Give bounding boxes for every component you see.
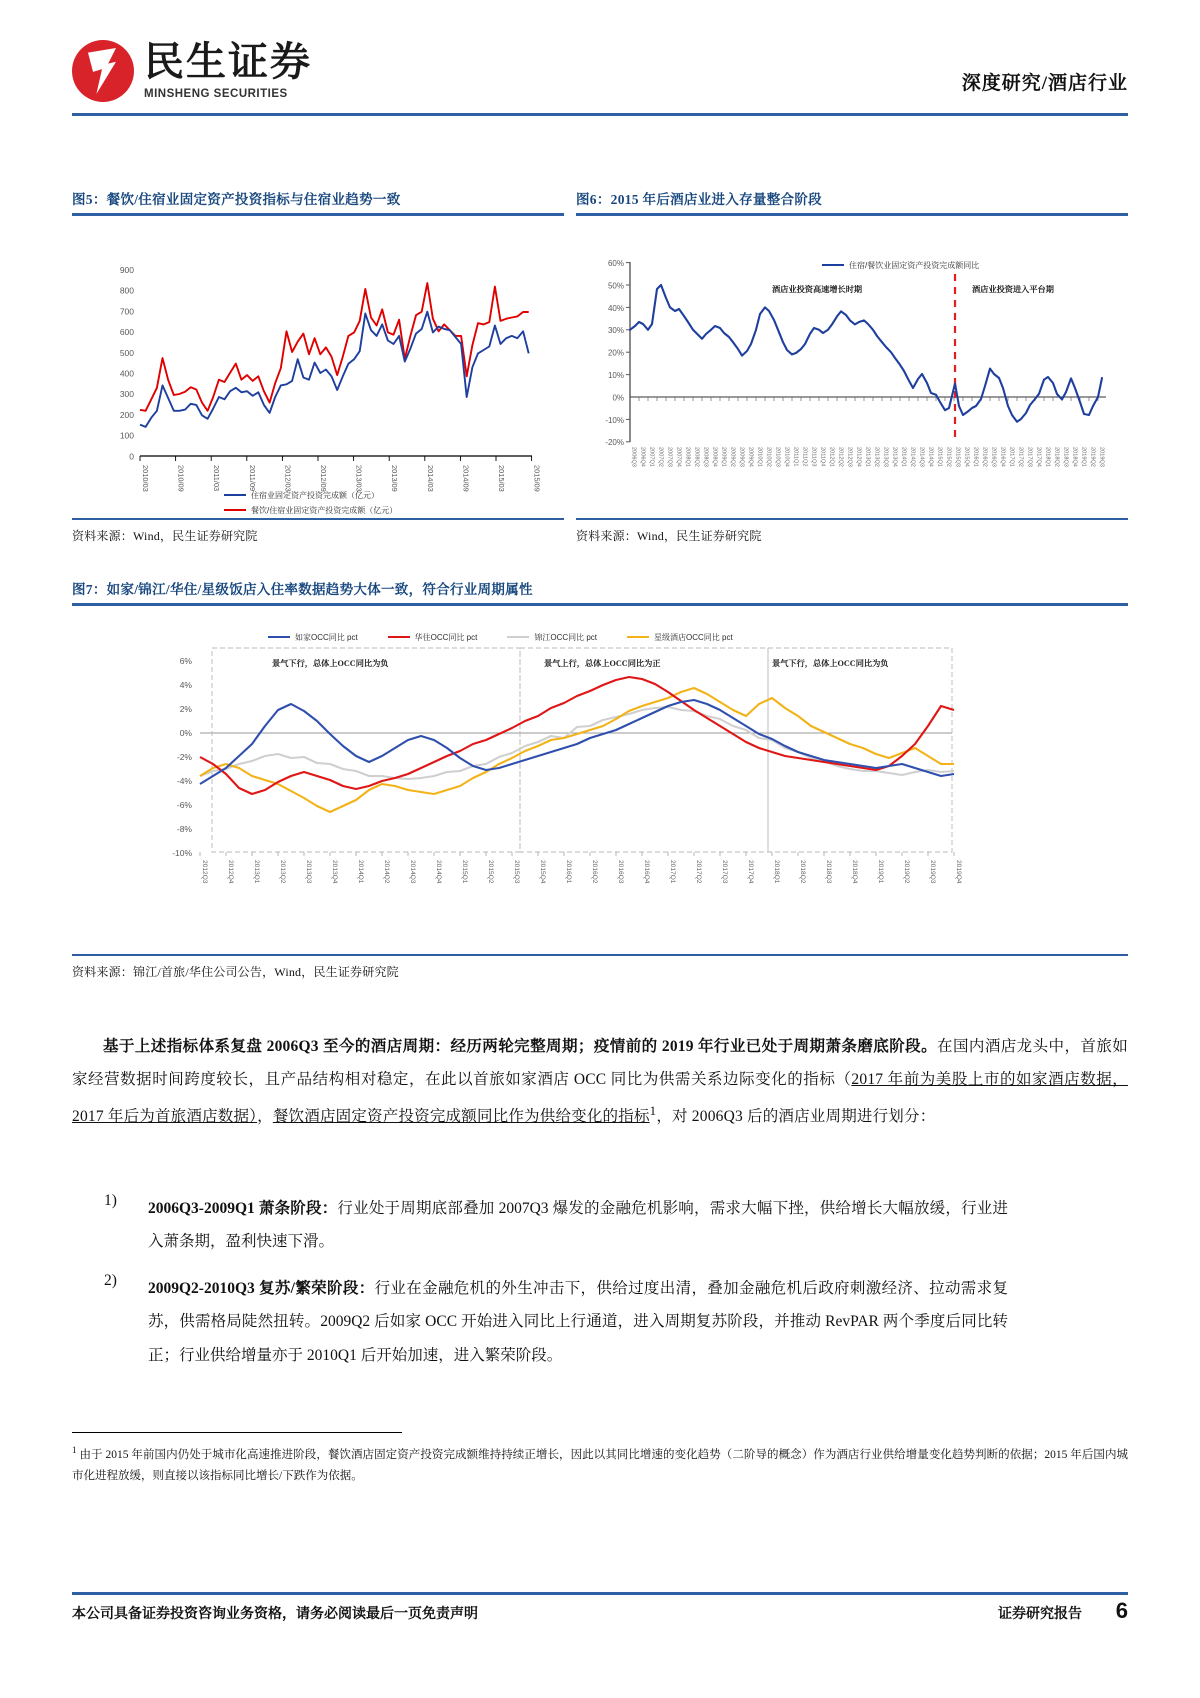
svg-text:2010Q2: 2010Q2 (765, 446, 772, 467)
svg-text:4%: 4% (179, 679, 192, 690)
svg-text:2018Q2: 2018Q2 (1053, 446, 1060, 467)
figure-5-legend-item-1 (224, 505, 397, 516)
svg-text:2013Q2: 2013Q2 (279, 859, 286, 883)
svg-text:2008Q1: 2008Q1 (684, 446, 691, 467)
svg-text:2013Q2: 2013Q2 (873, 446, 880, 467)
svg-text:0%: 0% (179, 727, 192, 738)
svg-text:2018Q2: 2018Q2 (799, 859, 806, 883)
figure-7-annotation-1: 景气上行，总体上OCC同比为正 (544, 658, 661, 668)
figure-6-title: 图6：2015 年后酒店业进入存量整合阶段 (576, 192, 822, 207)
lead-paragraph-rest-1: 在国内酒店龙头中，首旅如家经营数据时间跨度较长，且产品结构相对稳定，在此以首旅如家酒店 OCC 同比为供需关系边际变化的指标（ (72, 1038, 1128, 1089)
svg-text:2014Q4: 2014Q4 (435, 859, 442, 883)
minsheng-logo-icon (72, 40, 134, 102)
svg-text:2011/09: 2011/09 (247, 464, 257, 491)
svg-text:2017Q2: 2017Q2 (695, 859, 702, 883)
figure-7-series-blue (200, 700, 954, 784)
legend-swatch-icon (268, 636, 290, 638)
svg-text:900: 900 (119, 264, 134, 275)
svg-text:2013Q1: 2013Q1 (253, 859, 260, 883)
svg-text:-10%: -10% (172, 847, 192, 858)
lead-paragraph-rest-3: ，对 2006Q3 后的酒店业周期进行划分： (656, 1107, 936, 1125)
svg-text:30%: 30% (607, 325, 624, 335)
list-item-1-number: 1) (104, 1192, 117, 1209)
legend-swatch-icon (224, 494, 246, 496)
figure-7-chart (72, 606, 1128, 954)
svg-text:2013Q1: 2013Q1 (864, 446, 871, 467)
svg-text:2018Q1: 2018Q1 (773, 859, 780, 883)
svg-text:2019Q3: 2019Q3 (1098, 446, 1105, 467)
svg-text:2013/09: 2013/09 (390, 464, 400, 492)
svg-text:2018Q4: 2018Q4 (851, 859, 858, 883)
svg-text:2013Q4: 2013Q4 (331, 859, 338, 883)
svg-text:2019Q2: 2019Q2 (903, 859, 910, 883)
footer-page-number: 6 (1115, 1598, 1128, 1623)
svg-text:2012Q3: 2012Q3 (846, 446, 853, 467)
figure-5 (72, 188, 564, 544)
svg-text:400: 400 (119, 368, 134, 378)
figure-6-source: 资料来源：Wind，民生证券研究院 (576, 529, 762, 543)
svg-text:2019Q3: 2019Q3 (929, 859, 936, 883)
list-item-1-text: 行业处于周期底部叠加 2007Q3 爆发的金融危机影响，需求大幅下挫，供给增长大幅放缓，行业进入萧条期，盈利快速下滑。 (148, 1200, 1009, 1251)
svg-text:2017Q3: 2017Q3 (721, 859, 728, 883)
figure-7-legend-label-3: 星级酒店OCC同比 pct (654, 632, 733, 642)
svg-text:2012Q3: 2012Q3 (201, 859, 208, 883)
figure-6-annotation-1: 酒店业投资进入平台期 (972, 284, 1054, 294)
svg-text:2015Q2: 2015Q2 (487, 859, 494, 883)
svg-text:2012Q4: 2012Q4 (855, 446, 862, 467)
svg-text:2017Q1: 2017Q1 (1008, 446, 1015, 467)
svg-text:2017Q1: 2017Q1 (669, 859, 676, 883)
figure-7-legend-item-1 (388, 632, 478, 643)
footnote (72, 1442, 1128, 1487)
figure-6 (576, 188, 1128, 544)
svg-text:10%: 10% (607, 370, 624, 380)
svg-text:2012Q2: 2012Q2 (837, 446, 844, 467)
figure-5-legend-item-0 (224, 490, 379, 501)
svg-text:2017Q3: 2017Q3 (1026, 446, 1033, 467)
svg-text:2017Q2: 2017Q2 (1017, 446, 1024, 467)
svg-text:-4%: -4% (176, 775, 192, 786)
figure-5-chart (72, 216, 564, 518)
svg-text:60%: 60% (607, 258, 624, 268)
svg-text:-2%: -2% (176, 751, 192, 762)
footnote-marker: 1 (649, 1102, 657, 1118)
legend-swatch-icon (224, 509, 246, 511)
svg-text:2016Q1: 2016Q1 (565, 859, 572, 883)
svg-text:2009Q3: 2009Q3 (738, 446, 745, 467)
svg-text:2015Q4: 2015Q4 (539, 859, 546, 883)
svg-text:2009Q2: 2009Q2 (729, 446, 736, 467)
svg-text:2018Q3: 2018Q3 (1062, 446, 1069, 467)
logo-chinese-name: 民生证券 (144, 39, 312, 84)
lead-paragraph-rest-2: ， (257, 1107, 273, 1125)
figure-7-title: 图7：如家/锦江/华住/星级饭店入住率数据趋势大体一致，符合行业周期属性 (72, 582, 533, 597)
svg-text:2010Q3: 2010Q3 (774, 446, 781, 467)
footer-divider (72, 1592, 1128, 1595)
svg-text:100: 100 (119, 430, 134, 441)
svg-text:2007Q4: 2007Q4 (675, 446, 682, 467)
figure-7-legend-item-3 (627, 632, 733, 643)
footnote-text: 由于 2015 年前国内仍处于城市化高速推进阶段，餐饮酒店固定资产投资完成额维持持续正增长，因此以其同比增速的变化趋势（二阶导的概念）作为酒店行业供给增量变化趋势判断的依据；2015 年后国内城市化进程放缓，则直接以该指标同比增长/下跌作为依据。 (72, 1448, 1128, 1483)
svg-text:2014/09: 2014/09 (461, 464, 471, 492)
figure-7-legend-label-1: 华住OCC同比 pct (414, 632, 478, 642)
page-header (0, 0, 1200, 130)
legend-swatch-icon (822, 264, 844, 267)
figure-7-series-red (200, 677, 954, 794)
svg-text:2011Q3: 2011Q3 (810, 446, 817, 466)
svg-text:2016Q2: 2016Q2 (981, 446, 988, 467)
svg-text:700: 700 (119, 305, 134, 316)
header-section-title: 深度研究/酒店行业 (961, 73, 1128, 94)
list-item-1 (148, 1192, 1008, 1259)
svg-text:2017Q4: 2017Q4 (1035, 446, 1042, 467)
svg-text:2015Q2: 2015Q2 (945, 446, 952, 467)
figure-5-series-blue (140, 311, 529, 426)
svg-text:2016Q4: 2016Q4 (643, 859, 650, 883)
svg-text:2016Q3: 2016Q3 (617, 859, 624, 883)
svg-text:2011Q2: 2011Q2 (801, 446, 808, 466)
figure-7-region-1 (212, 648, 520, 852)
svg-text:2014Q1: 2014Q1 (357, 859, 364, 883)
figure-5-legend-label-0: 住宿业固定资产投资完成额（亿元） (251, 490, 379, 500)
svg-text:2016Q4: 2016Q4 (999, 446, 1006, 467)
svg-text:2013Q4: 2013Q4 (891, 446, 898, 467)
figure-7-legend (268, 632, 733, 643)
svg-text:-20%: -20% (605, 437, 624, 447)
list-item-2-number: 2) (104, 1272, 117, 1289)
svg-text:2015Q1: 2015Q1 (461, 859, 468, 883)
svg-text:2008Q3: 2008Q3 (702, 446, 709, 467)
svg-text:2013Q3: 2013Q3 (882, 446, 889, 467)
logo-text-block (144, 39, 312, 101)
svg-text:2010Q1: 2010Q1 (756, 446, 763, 467)
svg-text:2018Q4: 2018Q4 (1071, 446, 1078, 467)
svg-text:2015Q3: 2015Q3 (954, 446, 961, 467)
figure-6-annotation-0: 酒店业投资高速增长时期 (772, 284, 863, 294)
figure-5-source: 资料来源：Wind，民生证券研究院 (72, 529, 258, 543)
lead-paragraph-underline-1: 2017 年前为美股上市的如家酒店数据，2017 年后为首旅酒店数据） (72, 1071, 1128, 1125)
svg-text:2014Q4: 2014Q4 (927, 446, 934, 467)
list-item-1-bold: 2006Q3-2009Q1 萧条阶段： (148, 1200, 338, 1217)
logo-english-name: MINSHENG SECURITIES (144, 87, 288, 100)
list-item-2 (148, 1272, 1008, 1372)
svg-text:800: 800 (119, 285, 134, 296)
figure-5-series-red (140, 283, 529, 411)
svg-text:2016Q1: 2016Q1 (972, 446, 979, 467)
svg-text:2015Q3: 2015Q3 (513, 859, 520, 883)
svg-text:2011/03: 2011/03 (212, 464, 222, 491)
svg-text:0: 0 (129, 450, 134, 461)
svg-text:2014Q2: 2014Q2 (383, 859, 390, 883)
svg-text:2011Q4: 2011Q4 (819, 446, 826, 466)
svg-text:-6%: -6% (176, 799, 192, 810)
svg-text:2019Q1: 2019Q1 (877, 859, 884, 883)
footnote-divider (72, 1432, 402, 1433)
svg-text:500: 500 (119, 347, 134, 358)
svg-text:2013Q3: 2013Q3 (305, 859, 312, 883)
figure-5-legend-label-1: 餐饮/住宿业固定资产投资完成额（亿元） (251, 505, 398, 515)
svg-text:2008Q4: 2008Q4 (711, 446, 718, 467)
figure-6-legend-label-0: 住宿/餐饮业固定资产投资完成额同比 (849, 260, 980, 270)
figure-7-annotation-0: 景气下行，总体上OCC同比为负 (272, 658, 389, 668)
lead-paragraph (72, 1030, 1128, 1133)
svg-text:2012Q4: 2012Q4 (227, 859, 234, 883)
svg-text:20%: 20% (607, 348, 624, 358)
svg-text:-10%: -10% (605, 415, 624, 425)
svg-text:2016Q3: 2016Q3 (990, 446, 997, 467)
svg-text:0%: 0% (612, 392, 624, 402)
svg-text:2014Q2: 2014Q2 (909, 446, 916, 467)
figure-5-svg (72, 216, 564, 518)
footer-report-type: 证券研究报告 (998, 1607, 1082, 1622)
figure-7-source: 资料来源：锦江/首旅/华住公司公告，Wind，民生证券研究院 (72, 965, 399, 979)
svg-text:2012Q1: 2012Q1 (828, 446, 835, 467)
svg-text:2014/03: 2014/03 (425, 464, 435, 492)
svg-text:2014Q3: 2014Q3 (918, 446, 925, 467)
svg-text:2010/03: 2010/03 (141, 464, 150, 492)
svg-text:2015/09: 2015/09 (532, 464, 542, 492)
svg-text:-8%: -8% (176, 823, 192, 834)
svg-text:2010Q4: 2010Q4 (783, 446, 790, 467)
legend-swatch-icon (388, 636, 410, 638)
footnote-number: 1 (72, 1445, 77, 1455)
figure-6-legend-item-0 (822, 260, 979, 271)
svg-text:2019Q2: 2019Q2 (1089, 446, 1096, 467)
figure-6-series-blue (630, 285, 1102, 422)
svg-text:2014Q3: 2014Q3 (409, 859, 416, 883)
lead-paragraph-underline-2: 餐饮酒店固定资产投资完成额同比作为供给变化的指标 (272, 1107, 650, 1125)
svg-text:2014Q1: 2014Q1 (900, 446, 907, 467)
svg-text:2009Q4: 2009Q4 (747, 446, 754, 467)
svg-text:2008Q2: 2008Q2 (693, 446, 700, 467)
figure-7-series-yellow (200, 688, 954, 812)
figure-7-legend-item-2 (507, 632, 597, 643)
svg-text:2018Q1: 2018Q1 (1044, 446, 1051, 467)
figure-5-title: 图5：餐饮/住宿业固定资产投资指标与住宿业趋势一致 (72, 192, 401, 207)
svg-text:2019Q1: 2019Q1 (1080, 446, 1087, 467)
figure-7-legend-item-0 (268, 632, 358, 643)
svg-text:2007Q2: 2007Q2 (657, 446, 664, 467)
svg-text:2016Q2: 2016Q2 (591, 859, 598, 883)
footer-disclaimer: 本公司具备证券投资咨询业务资格，请务必阅读最后一页免责声明 (72, 1607, 478, 1622)
svg-text:2010/09: 2010/09 (176, 464, 186, 492)
svg-text:2012/03: 2012/03 (283, 464, 293, 492)
svg-text:6%: 6% (179, 655, 192, 666)
svg-text:600: 600 (119, 326, 134, 337)
svg-text:2009Q1: 2009Q1 (720, 446, 727, 467)
company-logo (72, 40, 312, 102)
svg-text:2017Q4: 2017Q4 (747, 859, 754, 883)
header-divider (72, 113, 1128, 116)
svg-text:2011Q1: 2011Q1 (792, 446, 799, 466)
lead-paragraph-bold: 基于上述指标体系复盘 2006Q3 至今的酒店周期：经历两轮完整周期；疫情前的 2019 年行业已处于周期萧条磨底阶段。 (103, 1038, 938, 1055)
figure-7-annotation-2: 景气下行，总体上OCC同比为负 (772, 658, 889, 668)
svg-text:40%: 40% (607, 303, 624, 313)
svg-text:2%: 2% (179, 703, 192, 714)
svg-text:2015Q4: 2015Q4 (963, 446, 970, 467)
figure-7-legend-label-2: 锦江OCC同比 pct (534, 632, 598, 642)
list-item-2-bold: 2009Q2-2010Q3 复苏/繁荣阶段： (148, 1280, 375, 1297)
legend-swatch-icon (627, 636, 649, 638)
svg-text:300: 300 (119, 388, 134, 399)
legend-swatch-icon (507, 636, 529, 638)
svg-text:2015/03: 2015/03 (497, 464, 506, 492)
svg-text:2006Q3: 2006Q3 (630, 446, 637, 467)
figure-7 (72, 578, 1128, 980)
svg-text:2012/09: 2012/09 (319, 464, 328, 492)
svg-text:2006Q4: 2006Q4 (639, 446, 646, 467)
svg-text:50%: 50% (607, 280, 624, 290)
svg-text:2007Q1: 2007Q1 (648, 446, 655, 467)
svg-text:2019Q4: 2019Q4 (955, 859, 962, 883)
svg-text:2018Q3: 2018Q3 (825, 859, 832, 883)
svg-text:200: 200 (119, 409, 134, 420)
list-item-2-text: 行业在金融危机的外生冲击下，供给过度出清，叠加金融危机后政府刺激经济、拉动需求复苏，供需格局陡然扭转。2009Q2 后如家 OCC 开始进入同比上行通道，进入周期复苏阶段，并推动 RevPAR 两个季度后同比转正；行业供给增量亦于 2010Q1 后开始加速，进入繁荣阶段。 (148, 1280, 1008, 1364)
svg-text:2013/03: 2013/03 (354, 464, 364, 492)
svg-text:2015Q1: 2015Q1 (936, 446, 943, 467)
figure-6-chart (576, 216, 1128, 518)
figure-7-legend-label-0: 如家OCC同比 pct (295, 632, 358, 642)
svg-text:2007Q3: 2007Q3 (666, 446, 673, 467)
